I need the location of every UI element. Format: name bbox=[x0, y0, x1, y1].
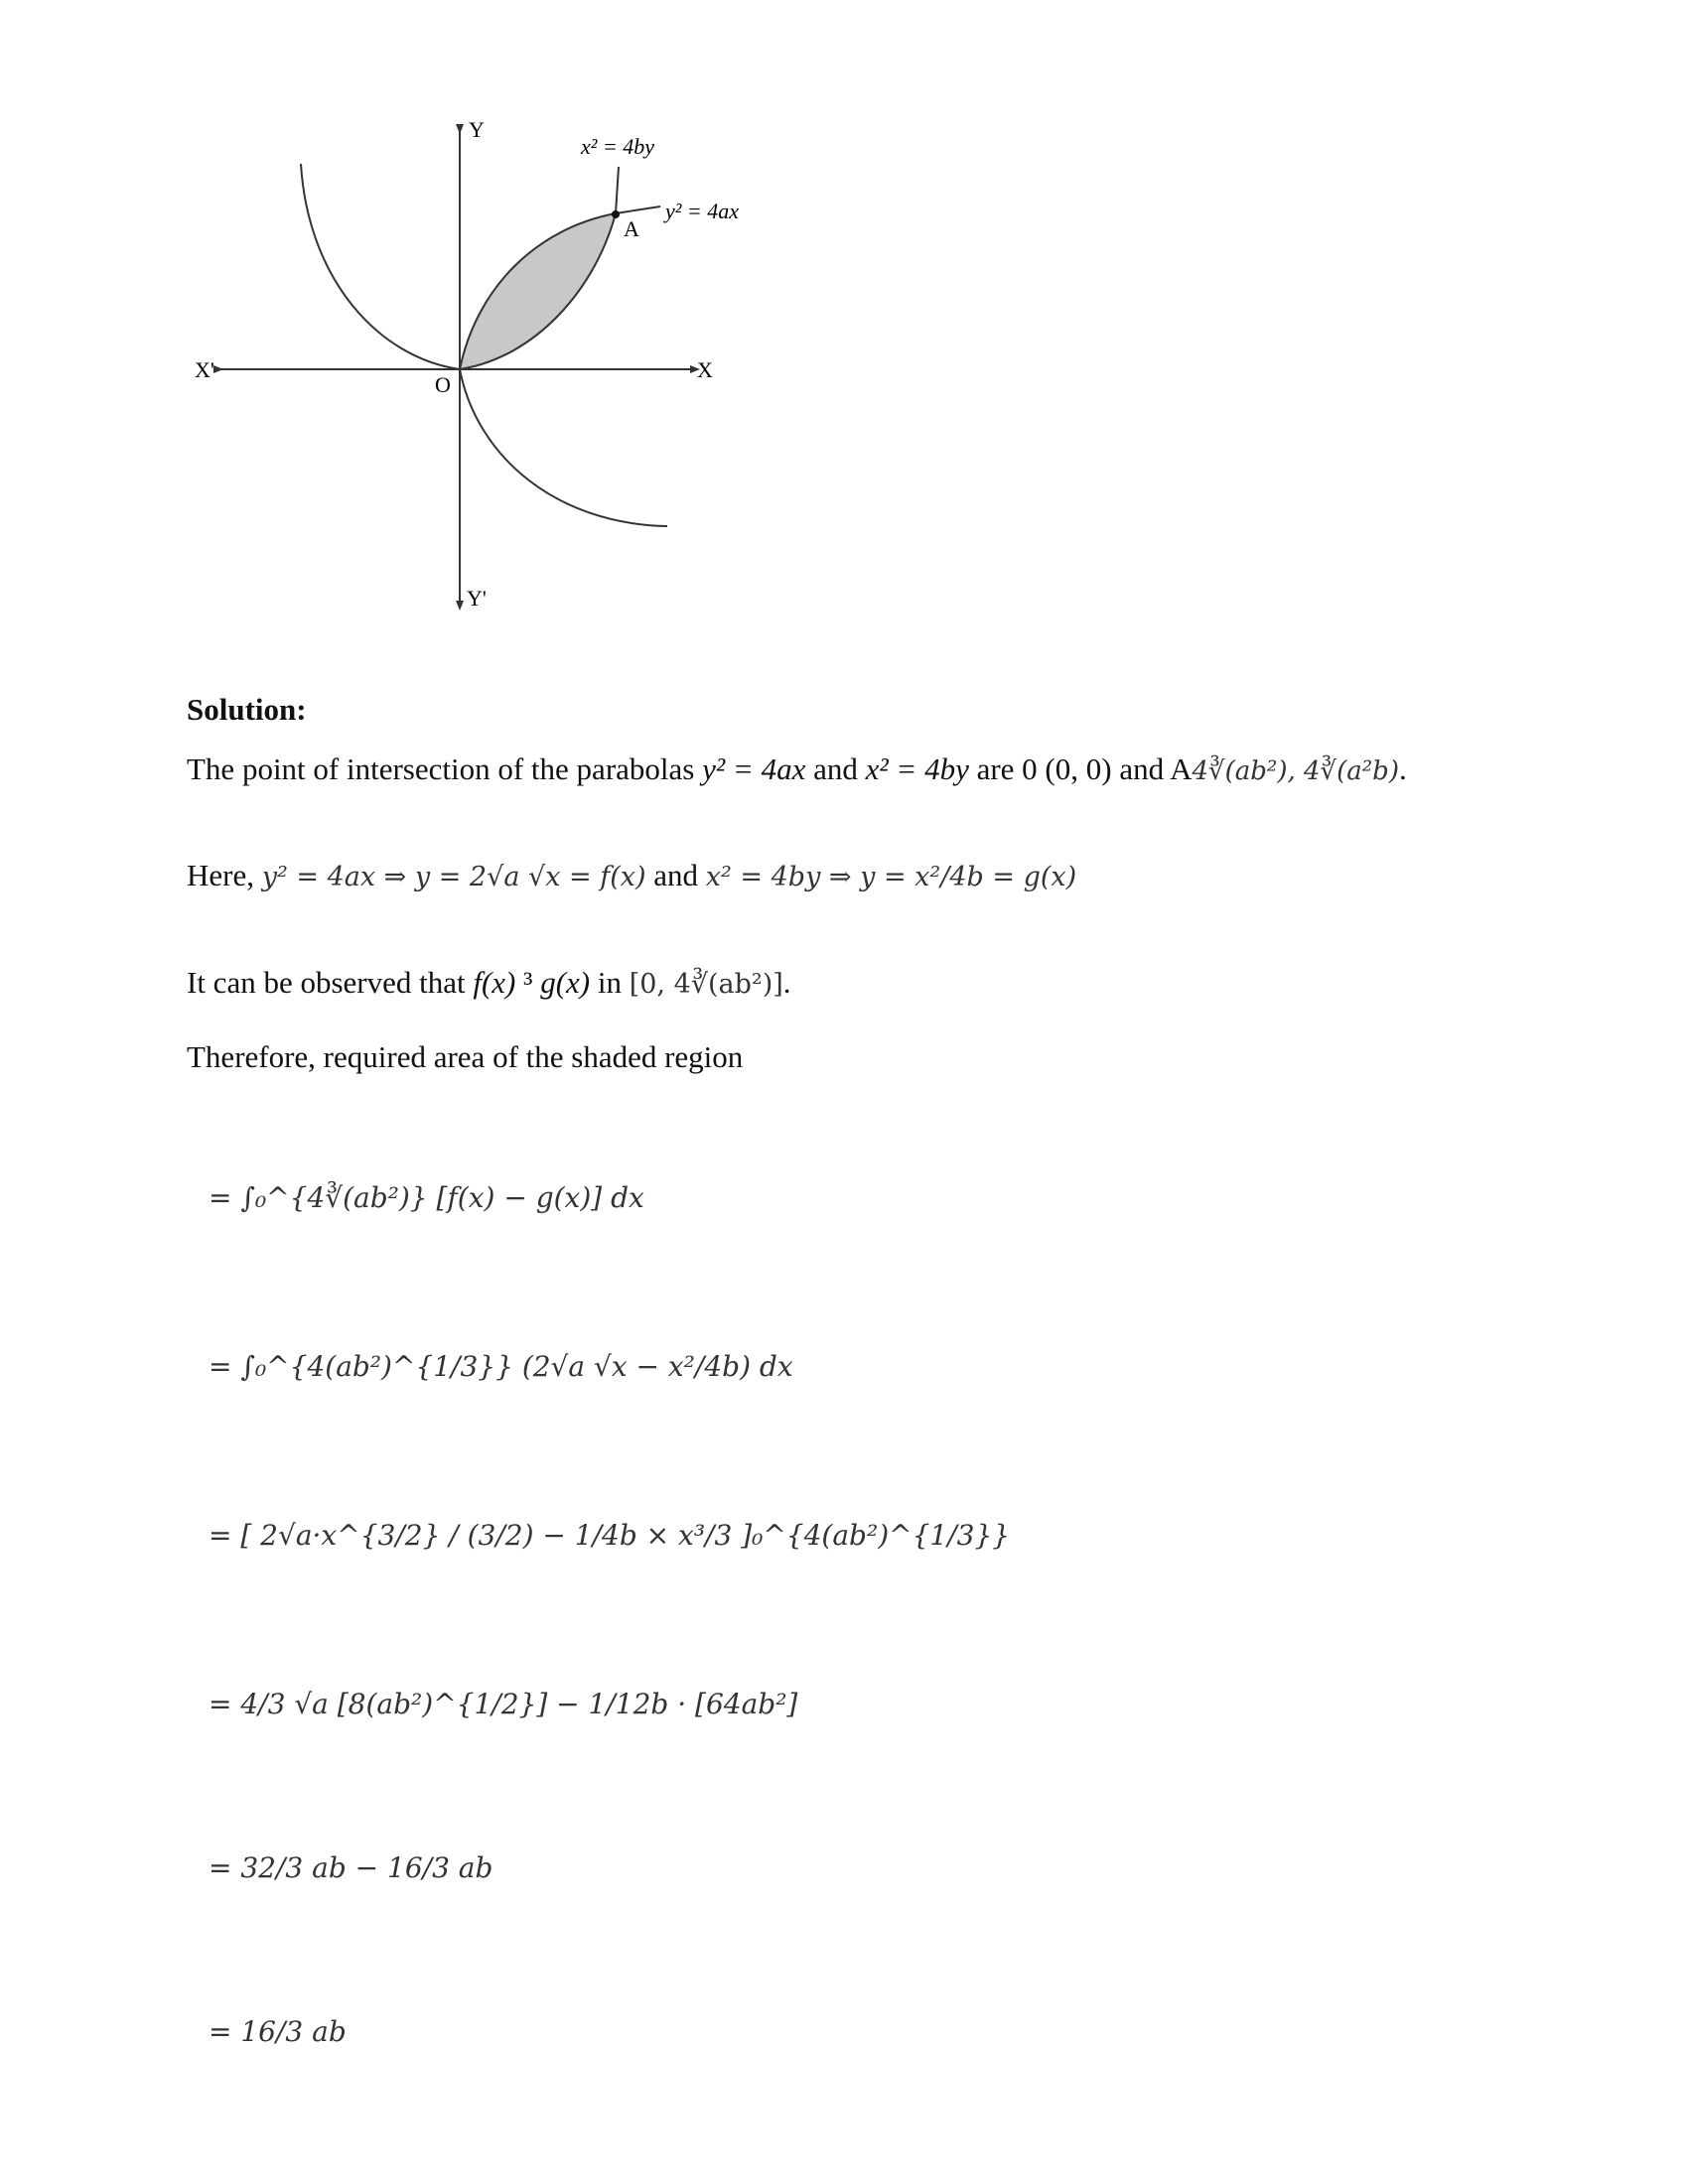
step-2: = ∫₀^{4(ab²)^{1/3}} (2√a √x − x²/4b) dx bbox=[209, 1350, 793, 1383]
expr-f: y² = 4ax ⇒ y = 2√a √x = f(x) bbox=[261, 862, 646, 892]
expr-g: x² = 4by ⇒ y = x²/4b = g(x) bbox=[705, 862, 1077, 892]
curve-label-2: y² = 4ax bbox=[665, 199, 739, 223]
parabola-x2-4by bbox=[301, 164, 460, 369]
label-y-neg: Y' bbox=[467, 586, 487, 611]
point-a bbox=[612, 210, 620, 218]
line1-end: . bbox=[1398, 751, 1407, 786]
step-5: = 32/3 ab − 16/3 ab bbox=[209, 1851, 493, 1884]
parabola-y2-4ax-lower bbox=[460, 369, 667, 526]
gx: g(x) bbox=[540, 965, 591, 1000]
step-1: = ∫₀^{4∛(ab²)} [f(x) − g(x)] dx bbox=[209, 1181, 644, 1214]
curve-label-1: x² = 4by bbox=[581, 134, 654, 159]
label-x-neg: X' bbox=[195, 357, 214, 382]
line1-rest: are 0 (0, 0) and A bbox=[976, 751, 1193, 786]
eq-x2-4by: x² = 4by bbox=[865, 751, 969, 786]
line1-and: and bbox=[813, 751, 858, 786]
line3-end: . bbox=[782, 965, 791, 1000]
functions-line bbox=[187, 856, 1076, 897]
observation-line bbox=[187, 963, 791, 1005]
line2-here: Here, bbox=[187, 858, 254, 892]
line1-text: The point of intersection of the parabolas bbox=[187, 751, 695, 786]
label-origin: O bbox=[435, 372, 451, 397]
label-y: Y bbox=[469, 117, 485, 142]
intersection-line bbox=[187, 750, 1407, 791]
area-statement: Therefore, required area of the shaded region bbox=[187, 1039, 744, 1074]
step-3: = [ 2√a·x^{3/2} / (3/2) − 1/4b × x³/3 ]₀^{4(ab²)^{1/3}} bbox=[209, 1519, 1011, 1552]
line3-sym: ³ bbox=[523, 965, 533, 1000]
shaded-region bbox=[460, 213, 616, 369]
fx: f(x) bbox=[473, 965, 516, 1000]
line3-in: in bbox=[597, 965, 622, 1000]
parabola-figure bbox=[179, 109, 774, 625]
step-4: = 4/3 √a [8(ab²)^{1/2}] − 1/12b · [64ab²] bbox=[209, 1688, 798, 1720]
label-point-a: A bbox=[624, 216, 639, 241]
label-x: X bbox=[697, 357, 713, 382]
eq-y2-4ax: y² = 4ax bbox=[702, 751, 806, 786]
intersection-coords: 4∛(ab²), 4∛(a²b) bbox=[1192, 756, 1399, 786]
step-6: = 16/3 ab bbox=[209, 2015, 347, 2048]
line2-and: and bbox=[653, 858, 699, 892]
line3-text: It can be observed that bbox=[187, 965, 466, 1000]
solution-heading: Solution: bbox=[187, 692, 307, 727]
interval: [0, 4∛(ab²)] bbox=[629, 969, 783, 1000]
